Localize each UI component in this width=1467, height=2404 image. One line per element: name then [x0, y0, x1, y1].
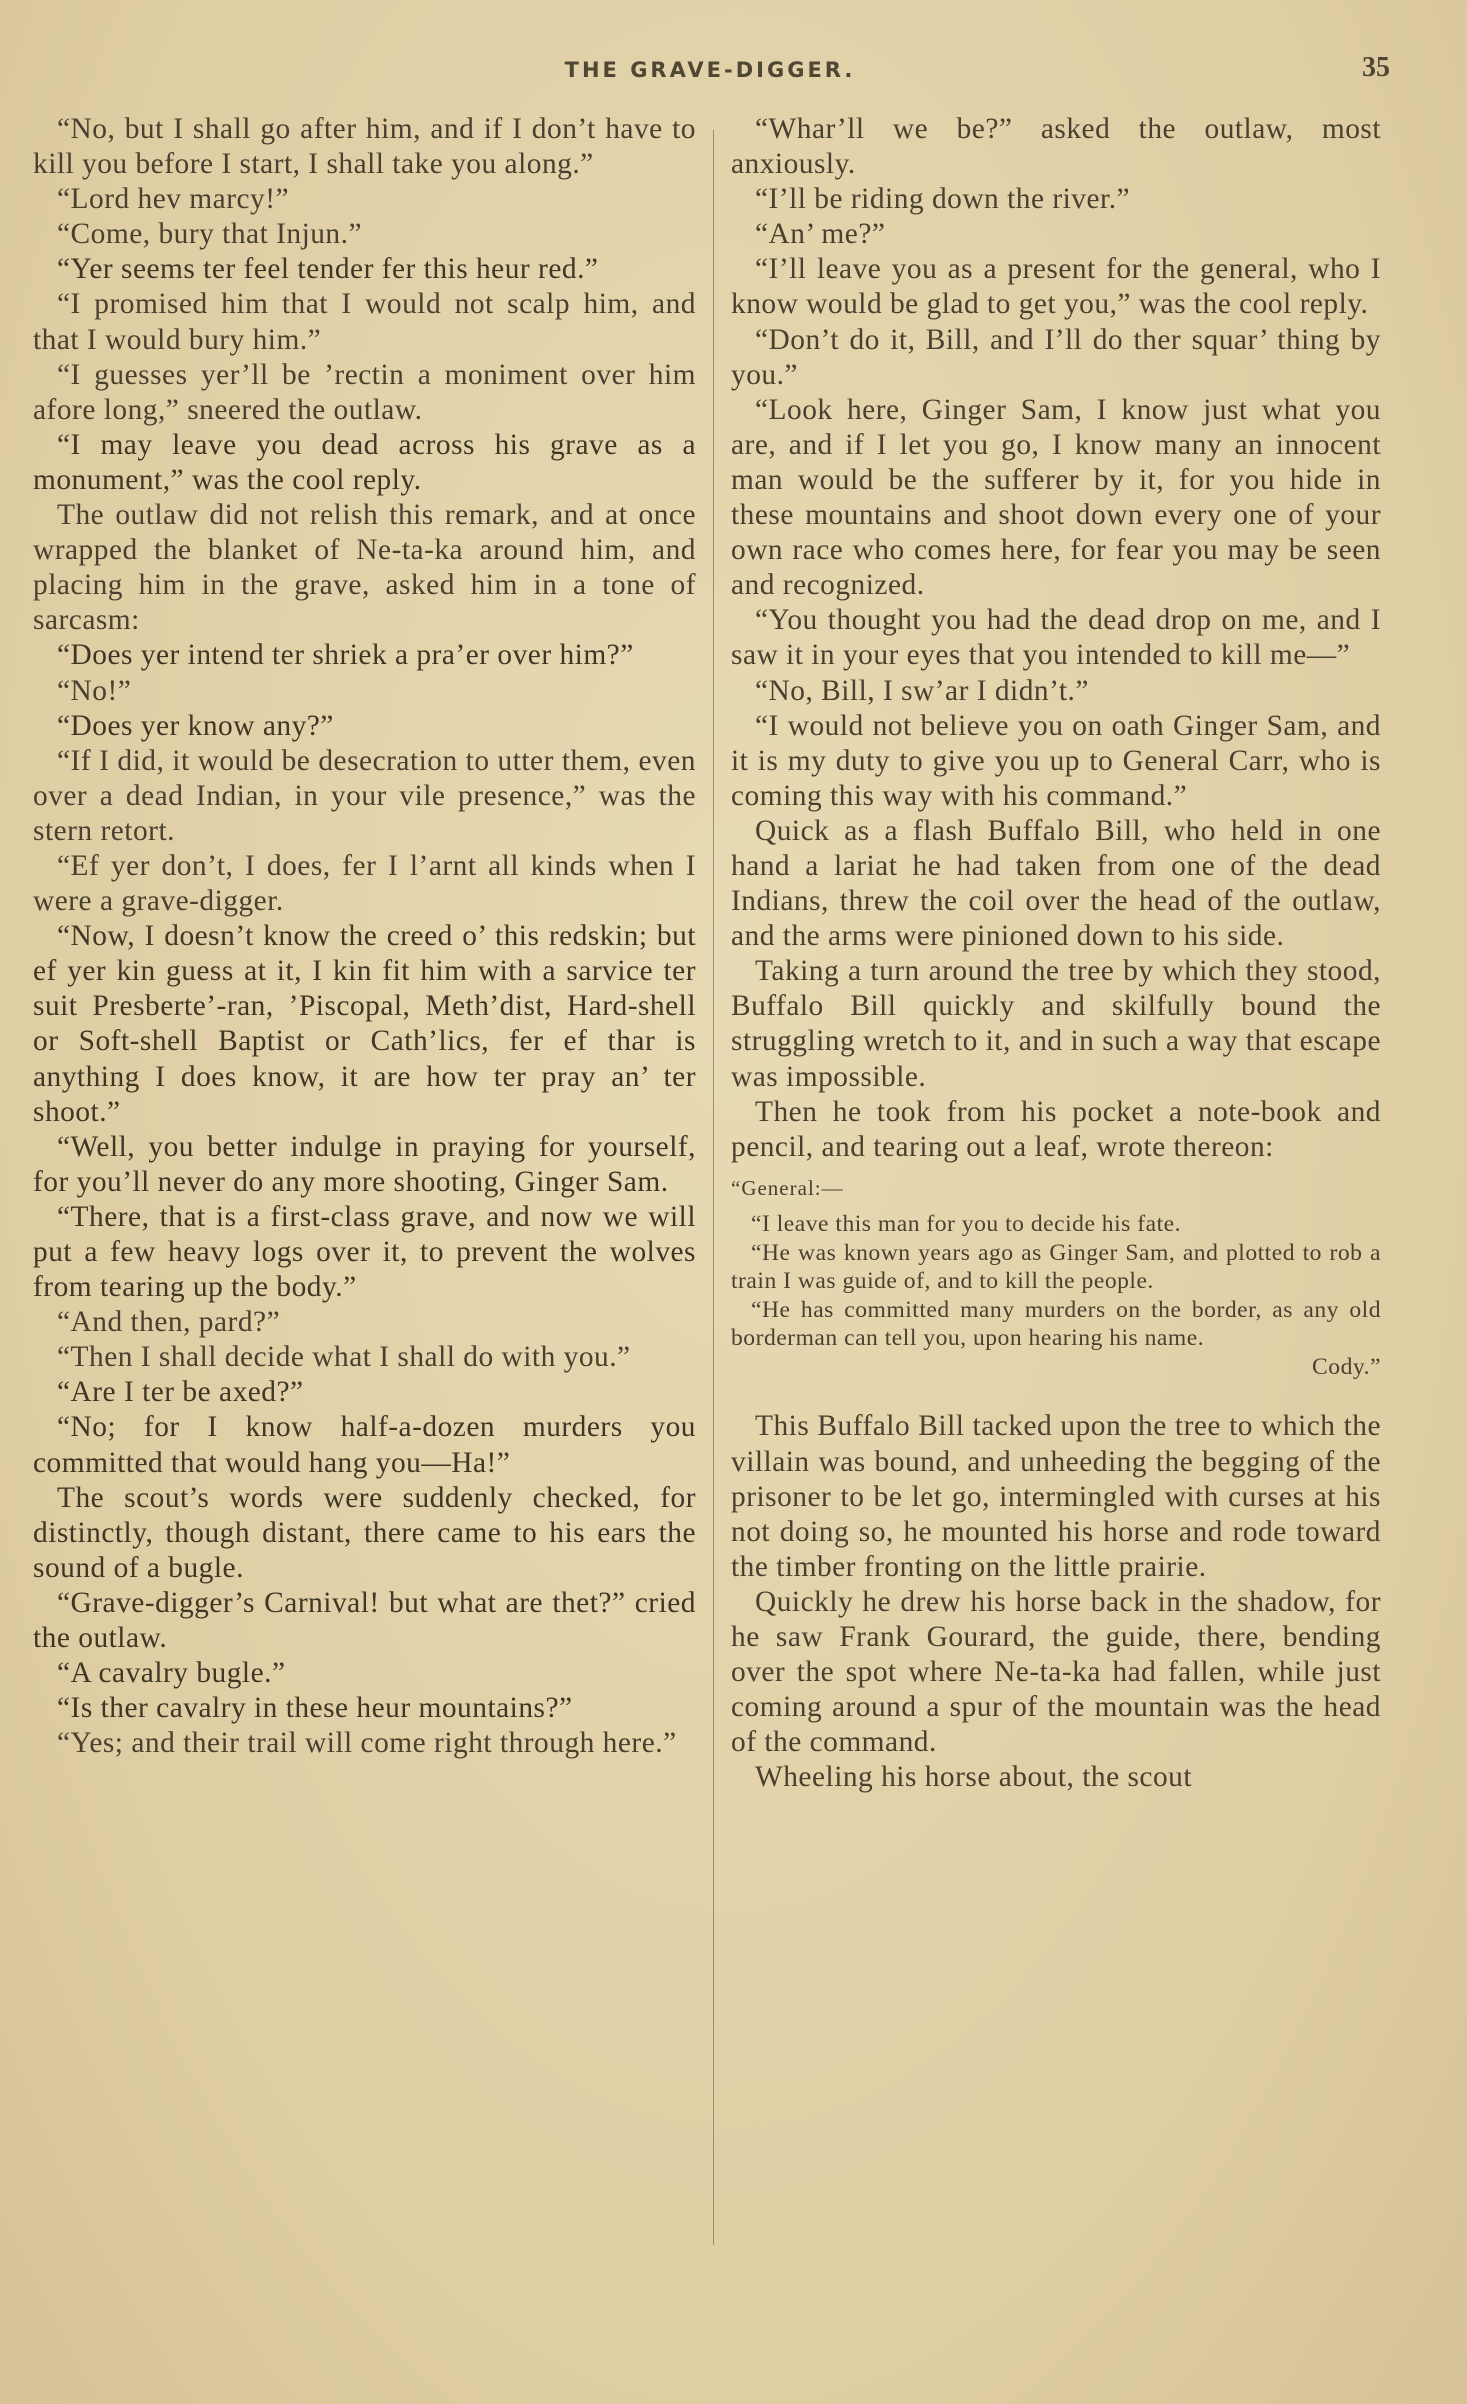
paragraph: “Does yer know any?” [57, 709, 334, 742]
paragraph: “I would not believe you on oath Ginger Sam, and it is my duty to give you up to General Carr, who is coming this way with his command.” [731, 709, 1381, 812]
paragraph: “Does yer intend ter shriek a pra’er over him?” [57, 639, 634, 672]
paragraph: “An’ me?” [755, 218, 886, 251]
paragraph: “Now, I doesn’t know the creed o’ this redskin; but ef yer kin guess at it, I kin fit him with a sarvice ter suit Presberte’-ran, ’Piscopal, Meth’dist, Hard-shell or Soft-shell Baptist or Cath’lics, fer ef thar is anything I does know, it are how ter pray an’ ter shoot.” [33, 920, 696, 1128]
paragraph: Wheeling his horse about, the scout [755, 1761, 1193, 1794]
paragraph: “A cavalry bugle.” [57, 1657, 286, 1690]
paragraph: “I may leave you dead across his grave as a monument,” was the cool reply. [33, 428, 696, 496]
paragraph: This Buffalo Bill tacked upon the tree to which the villain was bound, and unheeding the begging of the prisoner to be let go, intermingled with curses at his not doing so, he mounted his horse and rode toward the timber fronting on the little prairie. [731, 1410, 1381, 1583]
paragraph: “Yes; and their trail will come right through here.” [57, 1727, 677, 1760]
paragraph: “I’ll be riding down the river.” [755, 183, 1131, 216]
note-signature: Cody.” [1312, 1353, 1381, 1380]
paragraph: “Look here, Ginger Sam, I know just what you are, and if I let you go, I know many an innocent man would be the sufferer by it, for you hide in these mountains and shoot down every one of your own race who comes here, for fear you may be seen and recognized. [731, 393, 1381, 602]
paragraph: The outlaw did not relish this remark, and at once wrapped the blanket of Ne-ta-ka around him, and placing him in the grave, asked him in a tone of sarcasm: [33, 499, 696, 637]
page-number: 35 [1362, 52, 1390, 83]
paragraph: “You thought you had the dead drop on me, and I saw it in your eyes that you intended to kill me—” [731, 604, 1381, 672]
left-column [33, 112, 696, 1761]
page-header [30, 52, 1390, 92]
paragraph: “And then, pard?” [57, 1306, 281, 1339]
paragraph: “There, that is a first-class grave, and now we will put a few heavy logs over it, to prevent the wolves from tearing up the body.” [33, 1200, 696, 1304]
paragraph: “Grave-digger’s Carnival! but what are thet?” cried the outlaw. [33, 1586, 696, 1655]
written-note [731, 1171, 1381, 1382]
paragraph: “Ef yer don’t, I does, fer I l’arnt all kinds when I were a grave-digger. [33, 849, 696, 918]
right-column [731, 112, 1381, 1796]
paragraph: “No, Bill, I sw’ar I didn’t.” [755, 674, 1089, 707]
paragraph: “Come, bury that Injun.” [57, 218, 363, 251]
paragraph: “Lord hev marcy!” [57, 183, 290, 216]
note-salutation: “General:— [731, 1175, 844, 1200]
paragraph: “Well, you better indulge in praying for yourself, for you’ll never do any more shooting, Ginger Sam. [33, 1130, 696, 1198]
paragraph: “Yer seems ter feel tender fer this heur red.” [57, 253, 599, 286]
paragraph: “Is ther cavalry in these heur mountains?” [57, 1692, 573, 1725]
paragraph: “I guesses yer’ll be ’rectin a moniment over him afore long,” sneered the outlaw. [33, 358, 696, 426]
paragraph: “Are I ter be axed?” [57, 1376, 304, 1409]
paragraph: “No!” [57, 674, 132, 707]
paragraph: “Whar’ll we be?” asked the outlaw, most anxiously. [731, 113, 1381, 181]
paragraph: The scout’s words were suddenly checked, for distinctly, though distant, there came to his ears the sound of a bugle. [33, 1481, 696, 1584]
paragraph: Quickly he drew his horse back in the shadow, for he saw Frank Gourard, the guide, there, bending over the spot where Ne-ta-ka had fallen, while just coming around a spur of the mountain was the head of the command. [731, 1585, 1381, 1759]
note-line: “I leave this man for you to decide his fate. [751, 1210, 1181, 1237]
paragraph: “No, but I shall go after him, and if I don’t have to kill you before I start, I shall take you along.” [33, 113, 696, 181]
paragraph: “Then I shall decide what I shall do with you.” [57, 1341, 631, 1374]
paragraph: “If I did, it would be desecration to utter them, even over a dead Indian, in your vile presence,” was the stern retort. [33, 744, 696, 847]
paragraph: “I’ll leave you as a present for the general, who I know would be glad to get you,” was the cool reply. [731, 253, 1381, 321]
paragraph: “Don’t do it, Bill, and I’ll do ther squar’ thing by you.” [731, 323, 1381, 391]
paragraph: “I promised him that I would not scalp him, and that I would bury him.” [33, 288, 696, 356]
paragraph: “No; for I know half-a-dozen murders you committed that would hang you—Ha!” [33, 1411, 696, 1479]
running-title: THE GRAVE-DIGGER. [564, 58, 856, 82]
paragraph: Quick as a flash Buffalo Bill, who held in one hand a lariat he had taken from one of the dead Indians, threw the coil over the head of the outlaw, and the arms were pinioned down to his side. [731, 814, 1381, 953]
note-line: “He was known years ago as Ginger Sam, and plotted to rob a train I was guide of, and to kill the people. [731, 1239, 1381, 1295]
paragraph: Then he took from his pocket a note-book and pencil, and tearing out a leaf, wrote thereon: [731, 1095, 1381, 1163]
column-divider [713, 130, 714, 2245]
paragraph: Taking a turn around the tree by which they stood, Buffalo Bill quickly and skilfully bound the struggling wretch to it, and in such a way that escape was impossible. [731, 955, 1381, 1093]
note-line: “He has committed many murders on the border, as any old borderman can tell you, upon hearing his name. [731, 1296, 1381, 1352]
